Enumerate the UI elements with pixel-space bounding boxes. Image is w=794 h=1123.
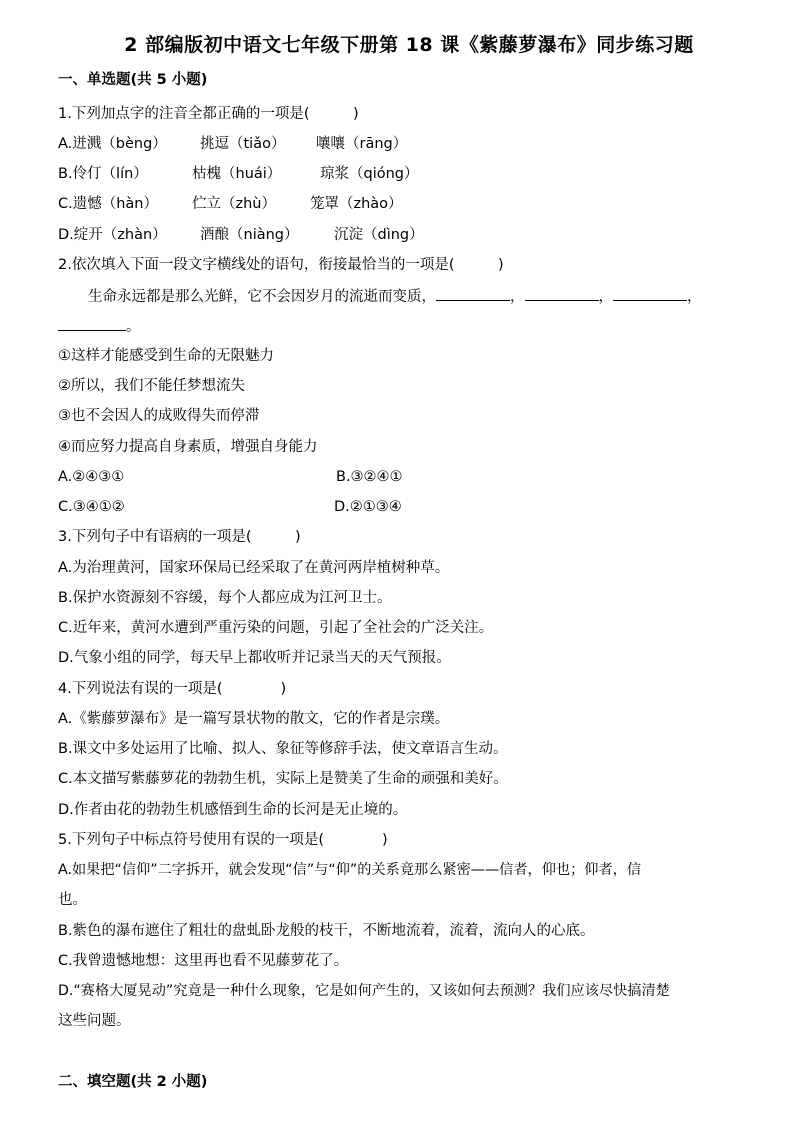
section-heading-fill-blank: 二、填空题(共 2 小题) xyxy=(58,1074,208,1090)
q1-option-d-word-3: 沉淀（dìng） xyxy=(334,227,424,243)
question-2-passage xyxy=(88,286,702,307)
question-5-stem: 5.下列句子中标点符号使用有误的一项是( ) xyxy=(58,832,388,848)
question-2-options-row-2 xyxy=(58,497,402,517)
question-1-option-b xyxy=(58,164,419,184)
q1-option-a-word-2: 挑逗（tiǎo） xyxy=(200,136,286,152)
q5-option-b: B.紫色的瀑布遮住了粗壮的盘虬卧龙般的枝干，不断地流着，流着，流向人的心底。 xyxy=(58,923,595,939)
document-title: 2 部编版初中语文七年级下册第 18 课《紫藤萝瀑布》同步练习题 xyxy=(124,34,694,56)
q4-option-c: C.本文描写紫藤萝花的勃勃生机，实际上是赞美了生命的顽强和美好。 xyxy=(58,771,508,787)
q2-passage-comma: ， xyxy=(687,289,702,305)
q2-sentence-3: ③也不会因人的成败得失而停滞 xyxy=(58,408,260,424)
q2-option-c: C.③④①② xyxy=(58,499,125,515)
q2-option-d: D.②①③④ xyxy=(334,499,402,515)
q1-option-b-word-3: 琼浆（qióng） xyxy=(320,166,419,182)
question-2-options-row-1 xyxy=(58,467,403,487)
question-1-stem: 1.下列加点字的注音全都正确的一项是( ) xyxy=(58,106,359,122)
section-heading-single-choice: 一、单选题(共 5 小题) xyxy=(58,72,208,88)
q1-option-c-word-3: 笼罩（zhào） xyxy=(310,196,403,212)
q4-option-a: A.《紫藤萝瀑布》是一篇写景状物的散文，它的作者是宗璞。 xyxy=(58,711,450,727)
q5-option-a-line-1: A.如果把“信仰”二字拆开，就会发现“信”与“仰”的关系竟那么紧密——信者，仰也；仰者，信 xyxy=(58,862,642,878)
q5-option-a-line-2: 也。 xyxy=(58,892,87,908)
question-2-passage-end xyxy=(58,316,141,337)
question-4-stem: 4.下列说法有误的一项是( ) xyxy=(58,681,287,697)
answer-blank-1 xyxy=(436,286,510,301)
answer-blank-4 xyxy=(58,316,126,331)
q2-sentence-1: ①这样才能感受到生命的无限魅力 xyxy=(58,348,274,364)
q3-option-a: A.为治理黄河，国家环保局已经采取了在黄河两岸植树种草。 xyxy=(58,560,450,576)
q1-option-a-word-3: 嚷嚷（rāng） xyxy=(316,136,408,152)
question-3-stem: 3.下列句子中有语病的一项是( ) xyxy=(58,529,301,545)
q4-option-b: B.课文中多处运用了比喻、拟人、象征等修辞手法，使文章语言生动。 xyxy=(58,741,508,757)
q3-option-d: D.气象小组的同学，每天早上都收听并记录当天的天气预报。 xyxy=(58,650,451,666)
q1-option-d-word-2: 酒酿（niàng） xyxy=(200,227,299,243)
q3-option-c: C.近年来，黄河水遭到严重污染的问题，引起了全社会的广泛关注。 xyxy=(58,620,494,636)
q2-sentence-4: ④而应努力提高自身素质，增强自身能力 xyxy=(58,439,318,455)
q2-passage-text: 生命永远都是那么光鲜，它不会因岁月的流逝而变质， xyxy=(88,289,436,305)
q4-option-d: D.作者由花的勃勃生机感悟到生命的长河是无止境的。 xyxy=(58,802,408,818)
q1-option-d-word-1: D.绽开（zhàn） xyxy=(58,227,167,243)
answer-blank-3 xyxy=(613,286,687,301)
q2-sentence-2: ②所以，我们不能任梦想流失 xyxy=(58,378,245,394)
q3-option-b: B.保护水资源刻不容缓，每个人都应成为江河卫士。 xyxy=(58,590,392,606)
q1-option-b-word-1: B.伶仃（lín） xyxy=(58,166,148,182)
q1-option-b-word-2: 枯槐（huái） xyxy=(192,166,282,182)
question-1-option-a xyxy=(58,134,407,154)
q2-passage-period: 。 xyxy=(126,319,141,335)
q5-option-c: C.我曾遗憾地想：这里再也看不见藤萝花了。 xyxy=(58,953,349,969)
q2-passage-comma: ， xyxy=(510,289,525,305)
q2-option-a: A.②④③① xyxy=(58,469,125,485)
question-1-option-d xyxy=(58,225,424,245)
q2-option-b: B.③②④① xyxy=(336,469,403,485)
q1-option-a-word-1: A.迸溅（bèng） xyxy=(58,136,167,152)
question-1-option-c xyxy=(58,194,403,214)
q1-option-c-word-2: 伫立（zhù） xyxy=(192,196,276,212)
q5-option-d-line-1: D.“赛格大厦晃动”究竟是一种什么现象，它是如何产生的，又该如何去预测？我们应该尽快搞清楚 xyxy=(58,983,670,999)
q1-option-c-word-1: C.遗憾（hàn） xyxy=(58,196,158,212)
answer-blank-2 xyxy=(525,286,599,301)
question-2-stem: 2.依次填入下面一段文字横线处的语句，衔接最恰当的一项是( ) xyxy=(58,257,504,273)
q2-passage-comma: ， xyxy=(598,289,613,305)
q5-option-d-line-2: 这些问题。 xyxy=(58,1013,131,1029)
